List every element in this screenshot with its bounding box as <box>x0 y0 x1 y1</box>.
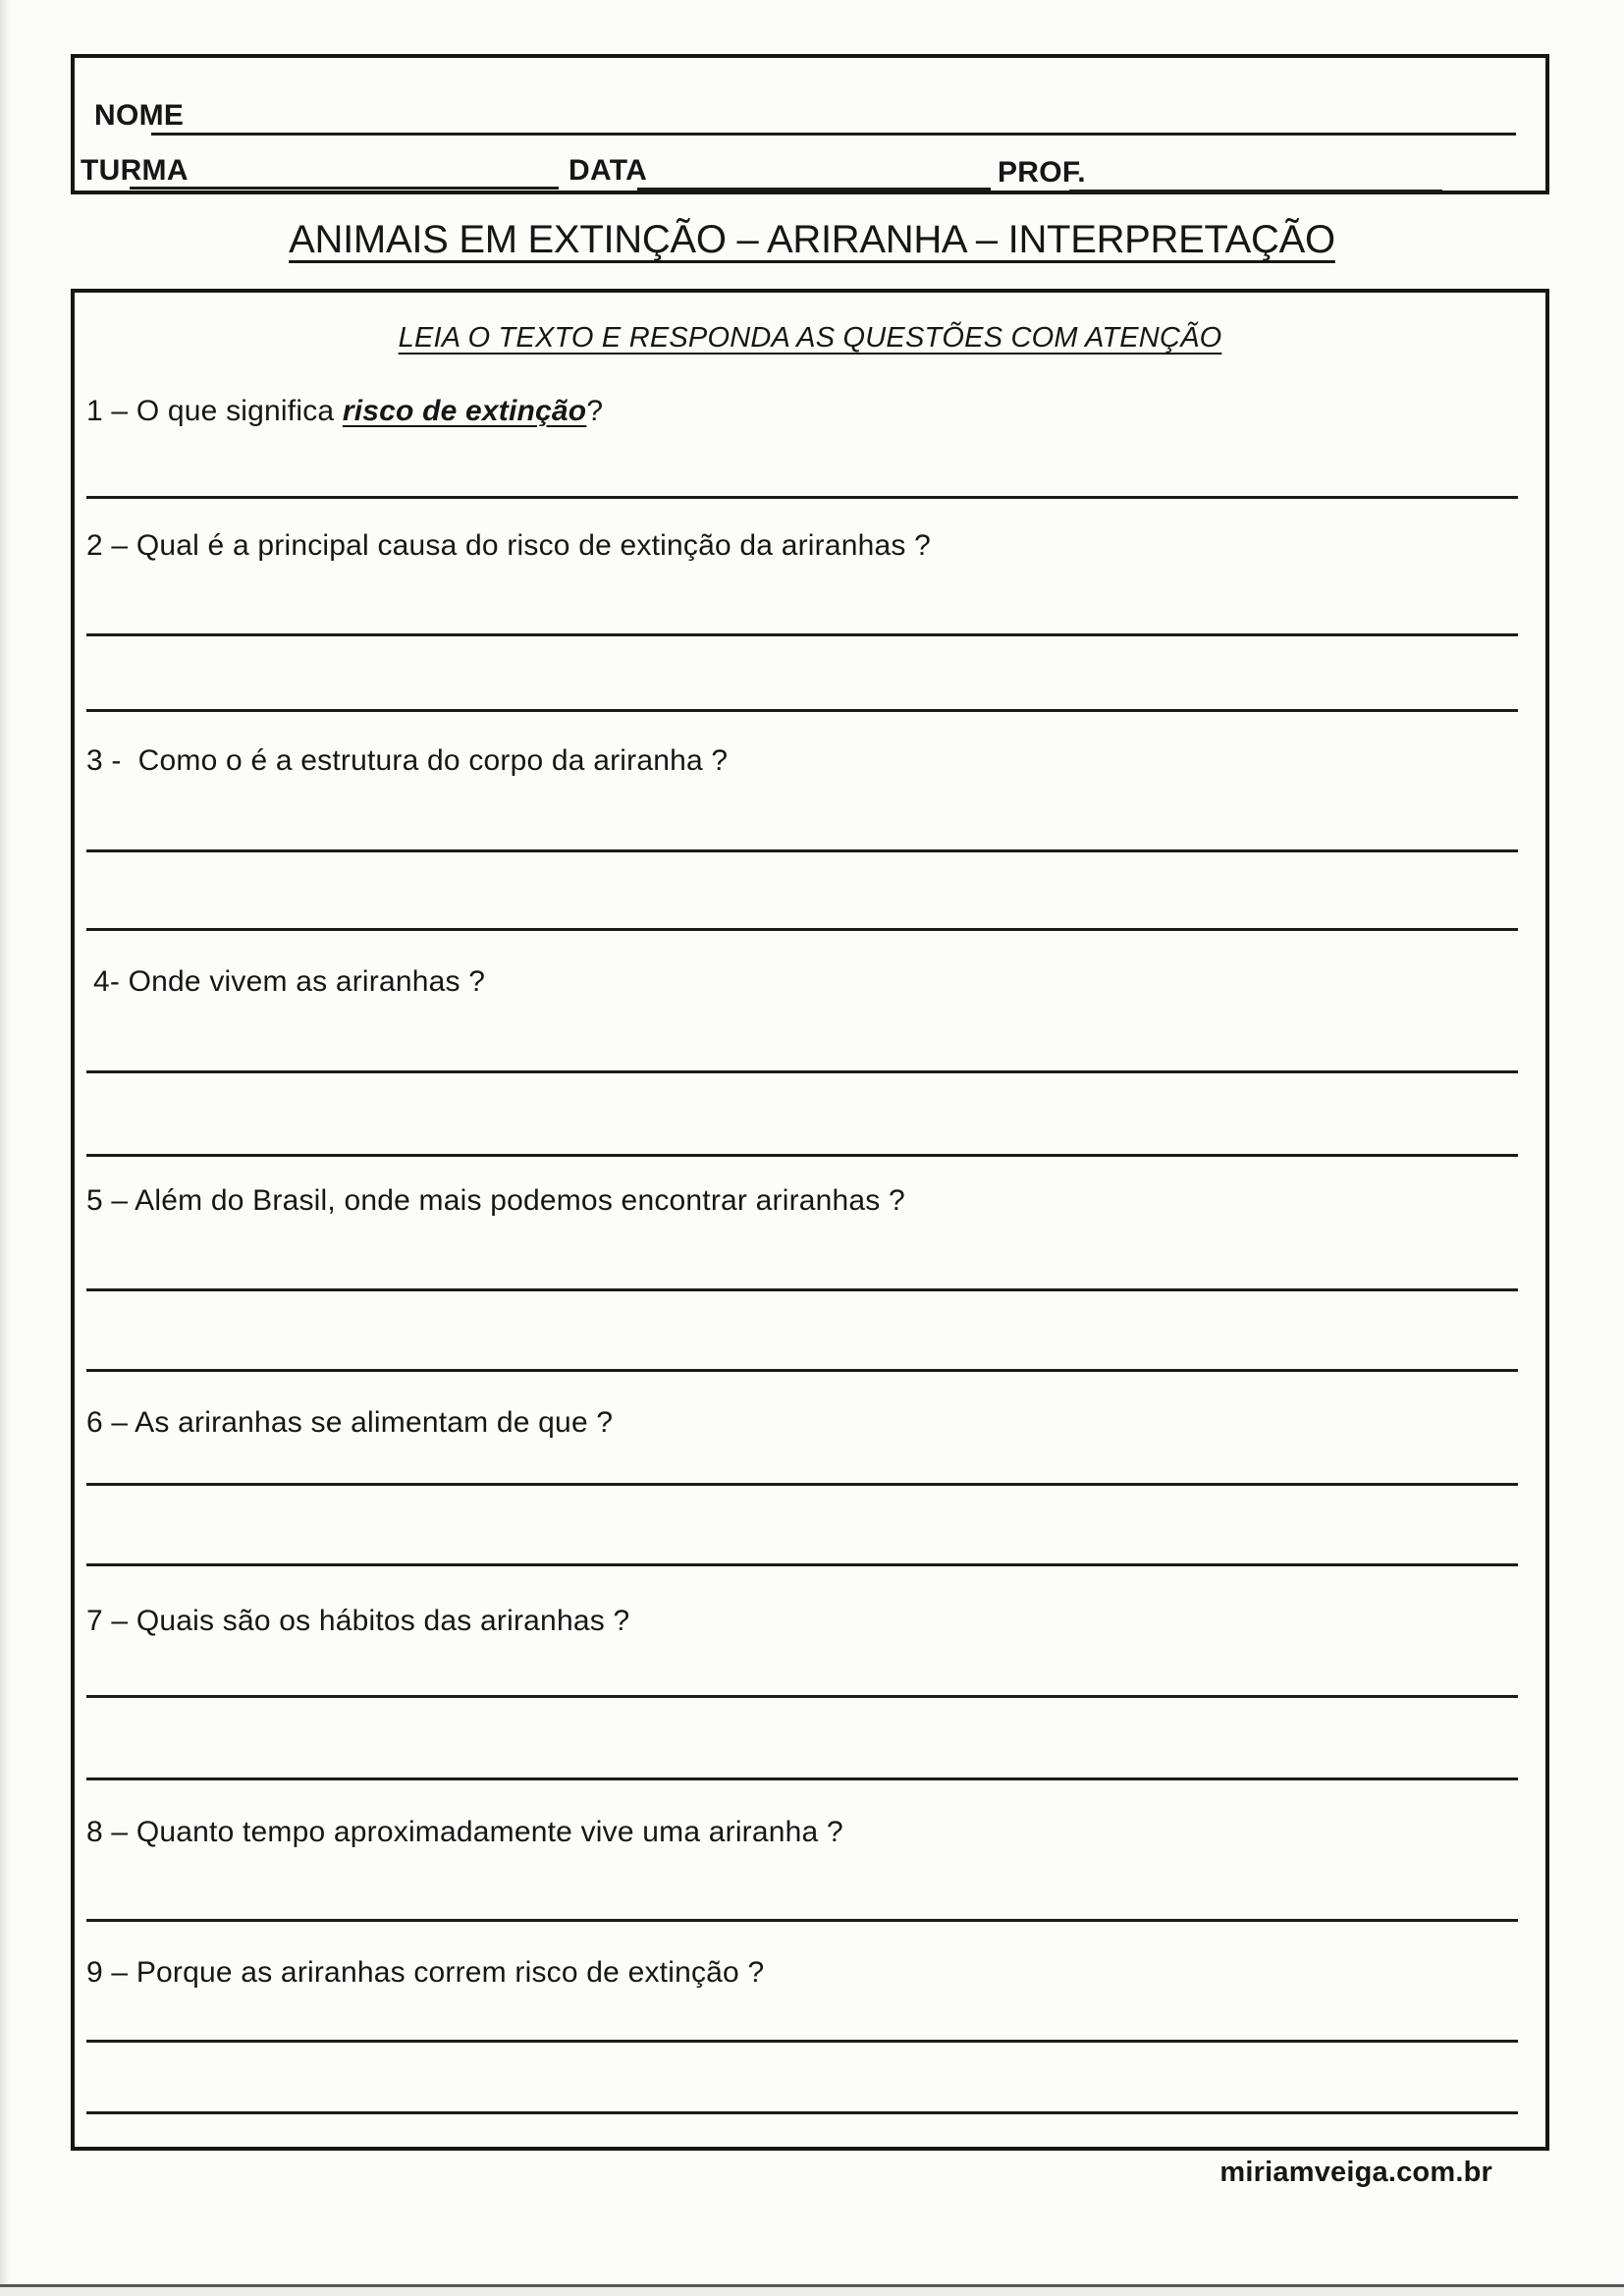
prof-fill-line <box>1069 190 1442 192</box>
question-text-2: 2 – Qual é a principal causa do risco de extinção da ariranhas ? <box>86 529 931 562</box>
question-text-1 <box>86 395 603 428</box>
question-text-9: 9 – Porque as ariranhas correm risco de extinção ? <box>86 1956 765 1989</box>
answer-line <box>86 1919 1518 1922</box>
question-text-6: 6 – As ariranhas se alimentam de que ? <box>86 1406 614 1439</box>
question-1-emphasis: risco de extinção <box>342 395 587 427</box>
student-info-box <box>71 54 1549 194</box>
answer-line <box>86 1563 1518 1566</box>
answer-line <box>86 1695 1518 1698</box>
turma-label: TURMA <box>81 154 189 187</box>
instruction-heading: LEIA O TEXTO E RESPONDA AS QUESTÕES COM ATENÇÃO <box>398 322 1222 354</box>
answer-line <box>86 928 1518 931</box>
question-1-post: ? <box>586 395 604 427</box>
answer-line <box>86 496 1518 499</box>
answer-line <box>86 1369 1518 1372</box>
worksheet-title: ANIMAIS EM EXTINÇÃO – ARIRANHA – INTERPRETAÇÃO <box>289 218 1335 261</box>
turma-fill-line <box>130 187 559 190</box>
question-text-4: 4- Onde vivem as ariranhas ? <box>93 965 486 998</box>
data-fill-line <box>637 188 991 191</box>
nome-label: NOME <box>94 99 185 132</box>
question-text-5: 5 – Além do Brasil, onde mais podemos encontrar ariranhas ? <box>86 1184 905 1217</box>
scan-bottom-band <box>0 2287 1624 2296</box>
question-text-8: 8 – Quanto tempo aproximadamente vive uma ariranha ? <box>86 1816 843 1848</box>
answer-line <box>86 849 1518 852</box>
nome-fill-line <box>151 133 1516 136</box>
answer-line <box>86 633 1518 636</box>
questions-box <box>71 289 1549 2151</box>
data-label: DATA <box>568 154 648 187</box>
answer-line <box>86 1777 1518 1780</box>
question-1-pre: 1 – O que significa <box>86 395 343 427</box>
question-text-7: 7 – Quais são os hábitos das ariranhas ? <box>86 1605 630 1637</box>
answer-line <box>86 1288 1518 1291</box>
scan-left-edge <box>0 0 10 2296</box>
prof-label: PROF. <box>998 156 1086 189</box>
question-text-3: 3 - Como o é a estrutura do corpo da ariranha ? <box>86 744 729 777</box>
answer-line <box>86 2040 1518 2043</box>
answer-line <box>86 1070 1518 1073</box>
answer-line <box>86 2111 1518 2114</box>
website-credit: miriamveiga.com.br <box>1219 2157 1492 2188</box>
answer-line <box>86 1483 1518 1486</box>
answer-line <box>86 709 1518 712</box>
answer-line <box>86 1154 1518 1157</box>
